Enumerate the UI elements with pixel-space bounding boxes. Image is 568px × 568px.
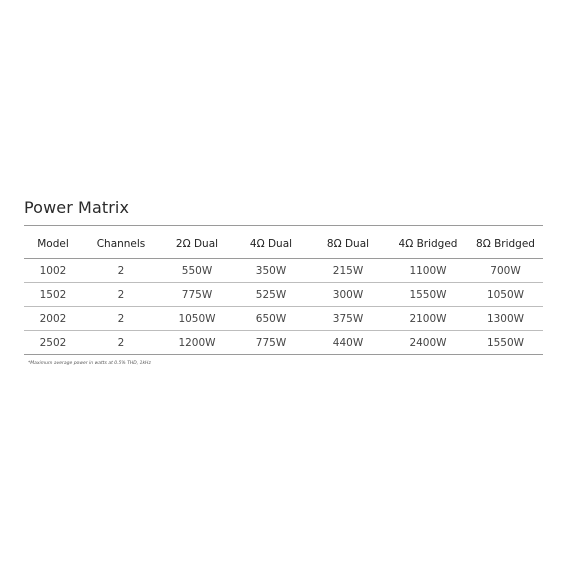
cell-4ohm-dual: 350W bbox=[234, 259, 308, 283]
cell-8ohm-dual: 375W bbox=[308, 307, 388, 331]
cell-channels: 2 bbox=[82, 283, 160, 307]
column-header-8ohm-bridged: 8Ω Bridged bbox=[468, 234, 543, 259]
column-header-4ohm-dual: 4Ω Dual bbox=[234, 234, 308, 259]
table-header-row bbox=[24, 234, 543, 259]
column-header-2ohm-dual: 2Ω Dual bbox=[160, 234, 234, 259]
cell-4ohm-bridged: 2100W bbox=[388, 307, 468, 331]
table-row bbox=[24, 307, 543, 331]
power-matrix-table bbox=[24, 234, 543, 355]
column-header-4ohm-bridged: 4Ω Bridged bbox=[388, 234, 468, 259]
table-row bbox=[24, 283, 543, 307]
cell-8ohm-dual: 300W bbox=[308, 283, 388, 307]
footnote: *Maximum average power in watts at 0.5% THD, 1kHz bbox=[28, 361, 151, 366]
cell-4ohm-bridged: 1550W bbox=[388, 283, 468, 307]
cell-2ohm-dual: 550W bbox=[160, 259, 234, 283]
cell-8ohm-dual: 440W bbox=[308, 331, 388, 355]
cell-model: 2502 bbox=[24, 331, 82, 355]
table-row bbox=[24, 259, 543, 283]
title-divider bbox=[24, 225, 543, 226]
cell-4ohm-dual: 525W bbox=[234, 283, 308, 307]
cell-model: 2002 bbox=[24, 307, 82, 331]
column-header-model: Model bbox=[24, 234, 82, 259]
column-header-channels: Channels bbox=[82, 234, 160, 259]
cell-8ohm-bridged: 1550W bbox=[468, 331, 543, 355]
cell-channels: 2 bbox=[82, 259, 160, 283]
column-header-8ohm-dual: 8Ω Dual bbox=[308, 234, 388, 259]
cell-channels: 2 bbox=[82, 331, 160, 355]
table-row bbox=[24, 331, 543, 355]
cell-2ohm-dual: 1050W bbox=[160, 307, 234, 331]
cell-model: 1002 bbox=[24, 259, 82, 283]
cell-model: 1502 bbox=[24, 283, 82, 307]
cell-8ohm-bridged: 700W bbox=[468, 259, 543, 283]
page-title: Power Matrix bbox=[24, 198, 130, 217]
cell-8ohm-dual: 215W bbox=[308, 259, 388, 283]
cell-4ohm-dual: 650W bbox=[234, 307, 308, 331]
cell-2ohm-dual: 1200W bbox=[160, 331, 234, 355]
cell-4ohm-dual: 775W bbox=[234, 331, 308, 355]
cell-4ohm-bridged: 1100W bbox=[388, 259, 468, 283]
cell-8ohm-bridged: 1050W bbox=[468, 283, 543, 307]
cell-8ohm-bridged: 1300W bbox=[468, 307, 543, 331]
cell-channels: 2 bbox=[82, 307, 160, 331]
cell-2ohm-dual: 775W bbox=[160, 283, 234, 307]
cell-4ohm-bridged: 2400W bbox=[388, 331, 468, 355]
